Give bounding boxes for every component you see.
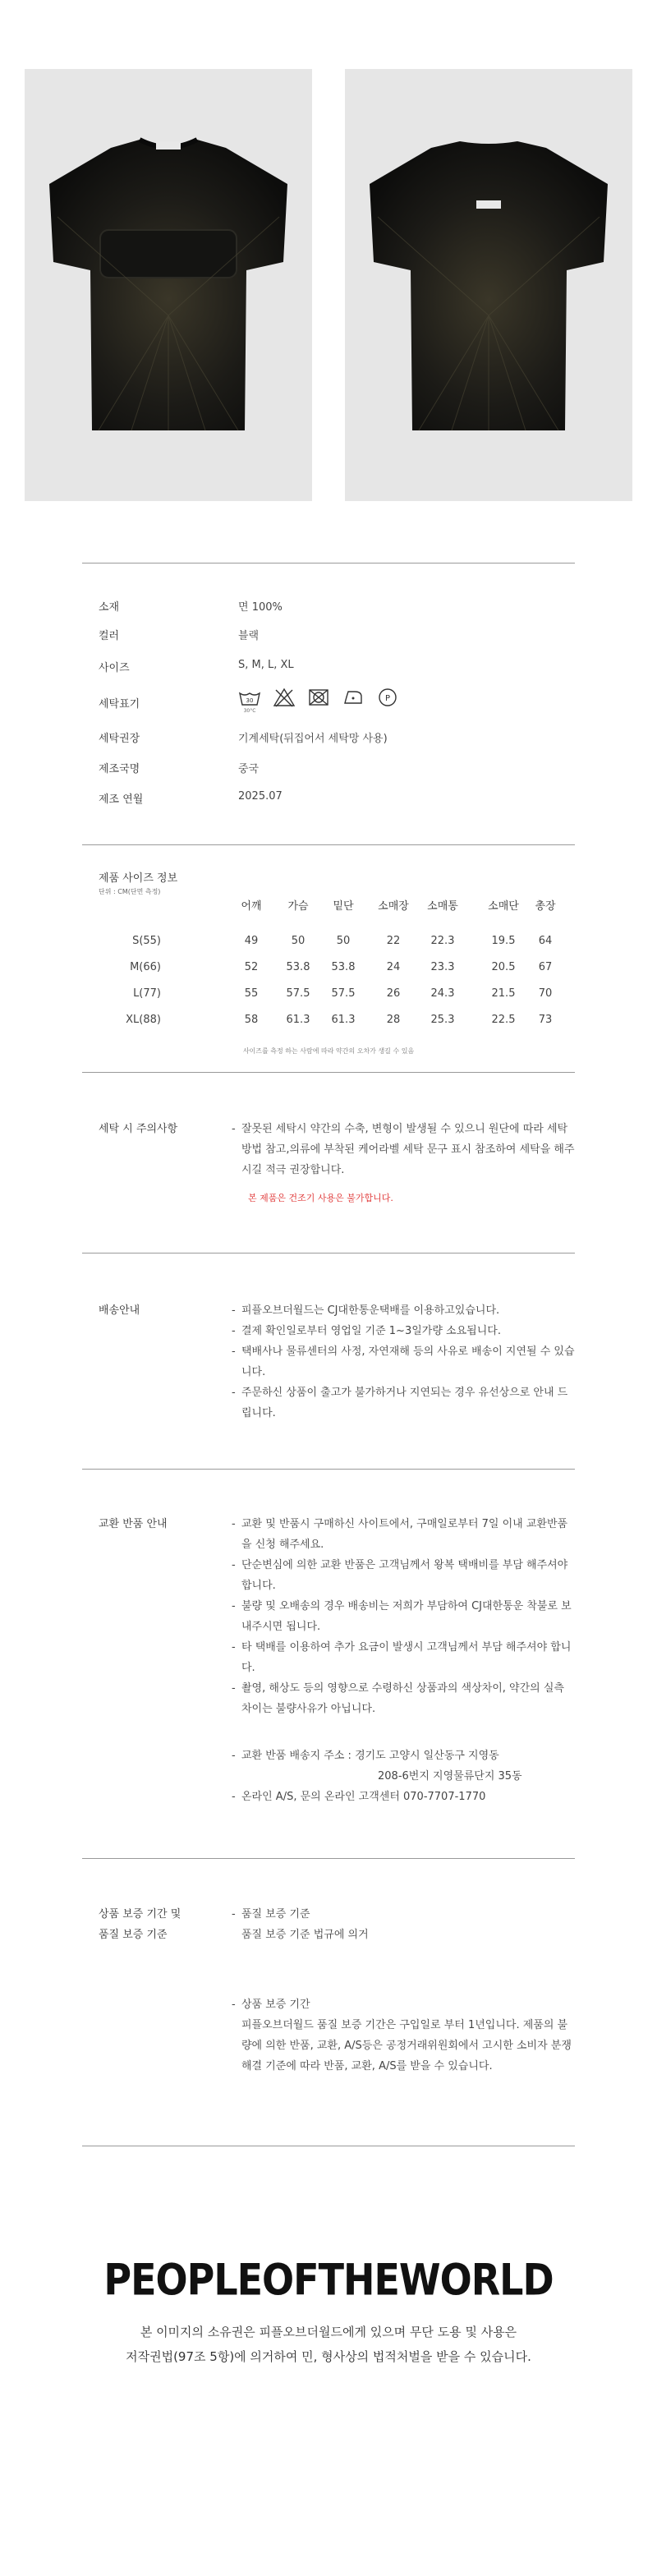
- size-cell: 52: [244, 961, 259, 973]
- divider: [82, 563, 575, 564]
- spec-label: 제조 연월: [99, 794, 144, 806]
- spec-label: 제조국명: [99, 763, 140, 775]
- list-item: - 피플오브더월드는 CJ대한통운택배를 이용하고있습니다.: [232, 1300, 577, 1321]
- spec-label: 세탁권장: [99, 733, 140, 745]
- spec-label: 소재: [99, 601, 120, 614]
- size-table-title: 제품 사이즈 정보: [99, 872, 178, 885]
- size-cell: 23.3: [430, 961, 455, 973]
- size-cell: 22: [386, 935, 401, 947]
- product-photo-front: [25, 69, 312, 501]
- size-cell: 26: [386, 987, 401, 1000]
- warranty-label-line2: 품질 보증 기준: [99, 1929, 168, 1941]
- size-row-name: XL(88): [126, 1014, 161, 1026]
- warranty-standard-body: 품질 보증 기준 법규에 의거: [241, 1929, 369, 1941]
- size-cell: 53.8: [286, 961, 310, 973]
- spec-date: [99, 790, 558, 808]
- warranty-standard-title: 품질 보증 기준: [241, 1908, 310, 1920]
- wash-caution-label: 세탁 시 주의사항: [99, 1123, 178, 1135]
- size-cell: 22.3: [430, 935, 455, 947]
- spec-value: 중국: [238, 763, 260, 775]
- care-caption: 30°C: [243, 708, 256, 714]
- spec-care-advice: [99, 729, 558, 748]
- size-cell: 57.5: [286, 987, 310, 1000]
- copyright-line1: 본 이미지의 소유권은 피플오브더월드에게 있으며 무단 도용 및 사용은: [140, 2325, 517, 2339]
- warranty-standard-item: [232, 1904, 577, 1945]
- size-cell: 53.8: [331, 961, 356, 973]
- brand-logo: PEOPLEOFTHEWORLD: [103, 2253, 554, 2306]
- size-header: 밑단: [333, 900, 354, 913]
- list-item: - 교환 및 반품시 구매하신 사이트에서, 구매일로부터 7일 이내 교환반품을 신청 해주세요.: [232, 1514, 577, 1555]
- size-header: 소매장: [378, 900, 409, 913]
- svg-text:P: P: [384, 694, 391, 703]
- spec-value: 블랙: [238, 630, 260, 642]
- list-item: - 타 택배를 이용하여 추가 요금이 발생시 고객님께서 부담 해주셔야 합니다.: [232, 1637, 577, 1678]
- copyright-line2: 저작권법(97조 5항)에 의거하여 민, 형사상의 법적처벌을 받을 수 있습니다.: [126, 2349, 531, 2364]
- spec-value: 2025.07: [238, 790, 283, 803]
- list-item: - 촬영, 해상도 등의 영향으로 수령하신 상품과의 색상차이, 약간의 실측 차이는 불량사유가 아닙니다.: [232, 1678, 577, 1719]
- spec-label: 컬러: [99, 630, 120, 642]
- product-photos: [25, 69, 632, 501]
- exchange-label: 교환 반품 안내: [99, 1518, 168, 1530]
- return-address-line2: 208-6번지 지영물류단지 35동: [378, 1770, 522, 1782]
- size-row-name: M(66): [130, 961, 161, 973]
- spec-label: 세탁표기: [99, 698, 140, 711]
- wash-caution-list: [232, 1119, 577, 1180]
- size-cell: 67: [538, 961, 553, 973]
- warranty-period-title: 상품 보증 기간: [241, 1999, 310, 2011]
- size-cell: 22.5: [491, 1014, 516, 1026]
- spec-material: [99, 598, 558, 616]
- size-header: 총장: [535, 900, 556, 913]
- divider: [82, 1469, 575, 1470]
- no-tumble-dry-icon: [307, 687, 330, 715]
- copyright-notice: [0, 2320, 657, 2369]
- size-row-name: S(55): [132, 935, 161, 947]
- dryer-warning: 본 제품은 건조기 사용은 불가합니다.: [248, 1193, 393, 1203]
- size-cell: 61.3: [331, 1014, 356, 1026]
- spec-size: [99, 659, 558, 677]
- list-item: - 결제 확인일로부터 영업일 기준 1~3일가량 소요됩니다.: [232, 1321, 577, 1341]
- return-address-line1: 교환 반품 배송지 주소 : 경기도 고양시 일산동구 지영동: [241, 1750, 499, 1762]
- size-header: 소매단: [488, 900, 519, 913]
- divider: [82, 1253, 575, 1254]
- size-table-note: 사이즈를 측정 하는 사람에 따라 약간의 오차가 생길 수 있음: [242, 1047, 415, 1055]
- shipping-list: [232, 1300, 577, 1424]
- divider: [82, 1858, 575, 1859]
- size-cell: 55: [244, 987, 259, 1000]
- online-support: - 온라인 A/S, 문의 온라인 고객센터 070-7707-1770: [232, 1787, 577, 1807]
- warranty-label: [99, 1904, 181, 1945]
- size-cell: 19.5: [491, 935, 516, 947]
- hand-wash-30-icon: [238, 687, 261, 715]
- size-header: 소매통: [427, 900, 458, 913]
- size-header: 가슴: [287, 900, 309, 913]
- iron-low-icon: [342, 687, 365, 715]
- care-symbols: [238, 687, 399, 716]
- spec-value: 면 100%: [238, 601, 283, 614]
- shipping-label: 배송안내: [99, 1304, 140, 1317]
- size-cell: 24.3: [430, 987, 455, 1000]
- list-item: - 잘못된 세탁시 약간의 수축, 변형이 발생될 수 있으니 원단에 따라 세탁 방법 참고,의류에 부착된 케어라벨 세탁 문구 표시 참조하여 세탁을 해주시길 적극 권장합니다.: [232, 1119, 577, 1180]
- svg-text:30: 30: [246, 697, 254, 704]
- warranty-standard: [232, 1904, 577, 1945]
- size-table-unit: 단위 : CM(단면 측정): [99, 888, 161, 895]
- size-cell: 49: [244, 935, 259, 947]
- warranty-period: [232, 1994, 577, 2077]
- size-cell: 58: [244, 1014, 259, 1026]
- dry-clean-icon: [376, 687, 399, 715]
- size-cell: 73: [538, 1014, 553, 1026]
- size-cell: 70: [538, 987, 553, 1000]
- list-item: - 택배사나 물류센터의 사정, 자연재해 등의 사유로 배송이 지연될 수 있습니다.: [232, 1341, 577, 1382]
- size-cell: 28: [386, 1014, 401, 1026]
- size-row-name: L(77): [133, 987, 161, 1000]
- size-cell: 50: [336, 935, 351, 947]
- size-cell: 64: [538, 935, 553, 947]
- spec-label: 사이즈: [99, 662, 130, 674]
- divider: [82, 1072, 575, 1073]
- warranty-label-line1: 상품 보증 기간 및: [99, 1908, 181, 1920]
- spec-value: 기계세탁(뒤집어서 세탁망 사용): [238, 733, 388, 745]
- exchange-list: [232, 1514, 577, 1719]
- list-item: - 불량 및 오배송의 경우 배송비는 저희가 부담하여 CJ대한통운 착불로 보내주시면 됩니다.: [232, 1596, 577, 1637]
- size-cell: 57.5: [331, 987, 356, 1000]
- size-header: 어깨: [241, 900, 262, 913]
- spec-country: [99, 760, 558, 778]
- exchange-address-list: [232, 1746, 577, 1807]
- warranty-period-body: 피플오브더월드 품질 보증 기간은 구입일로 부터 1년입니다. 제품의 불량에 의한 반품, 교환, A/S등은 공정거래위원회에서 고시한 소비자 분쟁 해결 기준에 따라 반품, 교환, A/S를 받을 수 있습니다.: [241, 2019, 572, 2072]
- spec-color: [99, 627, 558, 645]
- size-cell: 20.5: [491, 961, 516, 973]
- no-bleach-icon: [273, 687, 296, 715]
- size-cell: 21.5: [491, 987, 516, 1000]
- divider: [82, 844, 575, 845]
- return-address: [232, 1746, 577, 1787]
- size-cell: 24: [386, 961, 401, 973]
- size-cell: 61.3: [286, 1014, 310, 1026]
- size-cell: 25.3: [430, 1014, 455, 1026]
- list-item: - 주문하신 상품이 출고가 불가하거나 지연되는 경우 유선상으로 안내 드립니다.: [232, 1382, 577, 1424]
- spec-value: S, M, L, XL: [238, 659, 294, 671]
- size-cell: 50: [291, 935, 306, 947]
- warranty-period-item: [232, 1994, 577, 2077]
- product-photo-back: [345, 69, 632, 501]
- list-item: - 단순변심에 의한 교환 반품은 고객님께서 왕복 택배비를 부담 해주셔야 합니다.: [232, 1555, 577, 1596]
